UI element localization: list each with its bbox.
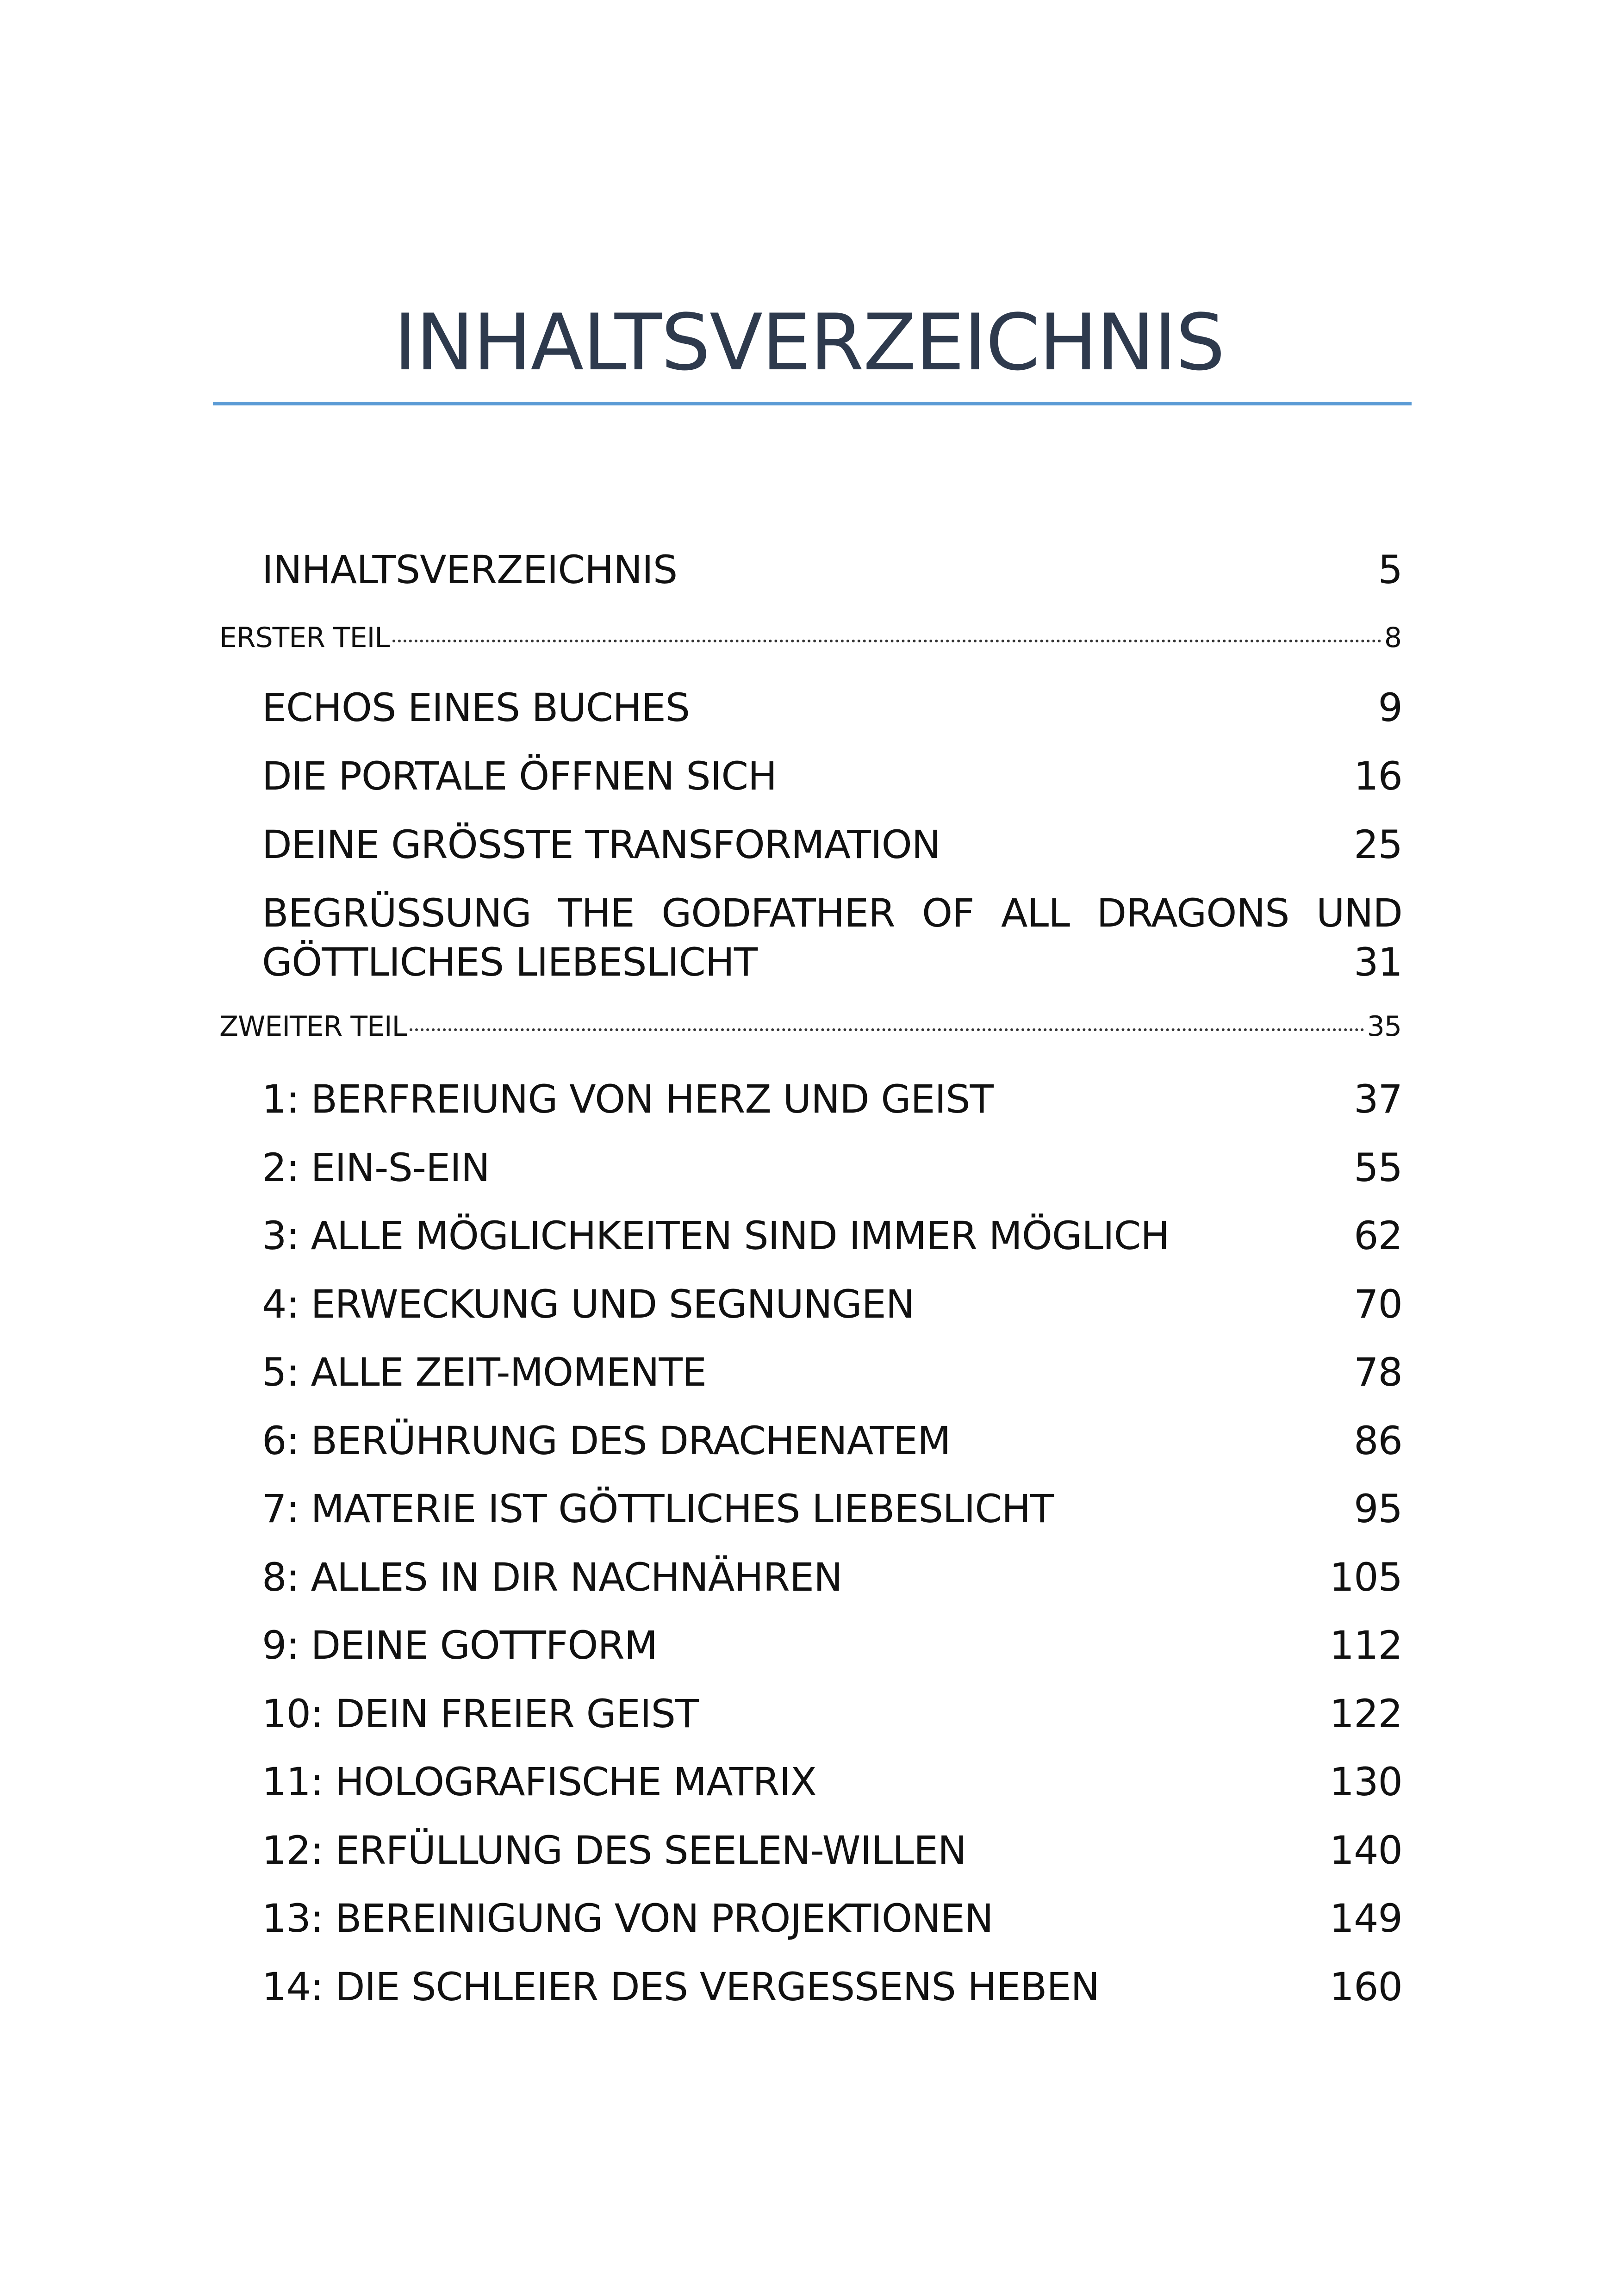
- toc-chapter-label: 11: HOLOGRAFISCHE MATRIX: [262, 1759, 817, 1804]
- toc-chapter[interactable]: [262, 1757, 1402, 1806]
- toc-entry-label: DEINE GRÖSSTE TRANSFORMATION: [262, 822, 940, 867]
- toc-entry-page: 5: [1378, 547, 1402, 592]
- toc-chapter[interactable]: [262, 1826, 1402, 1875]
- toc-chapter-page: 78: [1354, 1350, 1402, 1395]
- toc-chapter[interactable]: [262, 1211, 1402, 1260]
- toc-dot-leader: [410, 1028, 1364, 1031]
- toc-part-label: ZWEITER TEIL: [219, 1010, 407, 1043]
- toc-chapter-page: 95: [1354, 1486, 1402, 1531]
- toc-chapter-page: 140: [1329, 1828, 1402, 1873]
- toc-chapter-page: 105: [1329, 1555, 1402, 1600]
- toc-part-heading[interactable]: [219, 619, 1401, 656]
- toc-chapter-label: 8: ALLES IN DIR NACHNÄHREN: [262, 1555, 842, 1600]
- toc-chapter-page: 62: [1354, 1213, 1402, 1258]
- toc-entry[interactable]: [262, 545, 1402, 594]
- toc-dot-leader: [392, 640, 1382, 642]
- toc-part-heading[interactable]: [219, 1008, 1401, 1045]
- toc-chapter-page: 112: [1329, 1623, 1402, 1668]
- toc-chapter[interactable]: [262, 1280, 1402, 1329]
- toc-chapter-page: 70: [1354, 1282, 1402, 1327]
- toc-entry-page: 31: [1354, 940, 1402, 985]
- toc-chapter-label: 4: ERWECKUNG UND SEGNUNGEN: [262, 1282, 915, 1327]
- toc-entry-label-line1: BEGRÜSSUNG THE GODFATHER OF ALL DRAGONS UND: [262, 890, 1402, 936]
- toc-chapter-label: 3: ALLE MÖGLICHKEITEN SIND IMMER MÖGLICH: [262, 1213, 1170, 1258]
- title-underline: [213, 402, 1412, 405]
- toc-entry[interactable]: [262, 683, 1402, 732]
- toc-chapter[interactable]: [262, 1348, 1402, 1397]
- toc-entry[interactable]: [262, 752, 1402, 801]
- toc-chapter-page: 160: [1329, 1964, 1402, 2010]
- toc-entry-label: ECHOS EINES BUCHES: [262, 685, 690, 730]
- toc-chapter-label: 10: DEIN FREIER GEIST: [262, 1691, 699, 1736]
- toc-chapter-label: 9: DEINE GOTTFORM: [262, 1623, 658, 1668]
- toc-chapter-page: 37: [1354, 1076, 1402, 1122]
- toc-chapter-label: 6: BERÜHRUNG DES DRACHENATEM: [262, 1418, 951, 1463]
- toc-entry-page: 9: [1378, 685, 1402, 730]
- toc-part-page: 35: [1367, 1010, 1401, 1043]
- toc-entry-multiline[interactable]: [262, 889, 1402, 987]
- toc-chapter[interactable]: [262, 1416, 1402, 1465]
- toc-chapter[interactable]: [262, 1143, 1402, 1192]
- toc-chapter[interactable]: [262, 1689, 1402, 1738]
- toc-entry-label: INHALTSVERZEICHNIS: [262, 547, 678, 592]
- toc-chapter-label: 7: MATERIE IST GÖTTLICHES LIEBESLICHT: [262, 1486, 1054, 1531]
- toc-chapter-label: 14: DIE SCHLEIER DES VERGESSENS HEBEN: [262, 1964, 1100, 2010]
- toc-chapter-page: 149: [1329, 1896, 1402, 1941]
- toc-chapter-label: 12: ERFÜLLUNG DES SEELEN-WILLEN: [262, 1828, 966, 1873]
- toc-entry[interactable]: [262, 820, 1402, 869]
- toc-chapter-label: 1: BERFREIUNG VON HERZ UND GEIST: [262, 1076, 993, 1122]
- toc-chapter[interactable]: [262, 1075, 1402, 1124]
- toc-part-page: 8: [1384, 622, 1401, 654]
- toc-chapter[interactable]: [262, 1894, 1402, 1943]
- toc-chapter-page: 122: [1329, 1691, 1402, 1736]
- toc-chapter-page: 86: [1354, 1418, 1402, 1463]
- page-title: INHALTSVERZEICHNIS: [393, 297, 1225, 388]
- toc-chapter[interactable]: [262, 1962, 1402, 2011]
- toc-entry-label-line2: GÖTTLICHES LIEBESLICHT: [262, 940, 758, 985]
- toc-chapter-label: 13: BEREINIGUNG VON PROJEKTIONEN: [262, 1896, 993, 1941]
- toc-entry-label: DIE PORTALE ÖFFNEN SICH: [262, 753, 777, 799]
- toc-chapter-label: 2: EIN-S-EIN: [262, 1145, 490, 1190]
- toc-chapter-label: 5: ALLE ZEIT-MOMENTE: [262, 1350, 706, 1395]
- toc-entry-page: 16: [1354, 753, 1402, 799]
- toc-chapter-page: 55: [1354, 1145, 1402, 1190]
- toc-chapter[interactable]: [262, 1621, 1402, 1670]
- toc-chapter-page: 130: [1329, 1759, 1402, 1804]
- toc-entry-page: 25: [1354, 822, 1402, 867]
- toc-chapter[interactable]: [262, 1553, 1402, 1602]
- toc-chapter[interactable]: [262, 1484, 1402, 1533]
- toc-part-label: ERSTER TEIL: [219, 622, 390, 654]
- toc-entry-line2-row: [262, 938, 1402, 987]
